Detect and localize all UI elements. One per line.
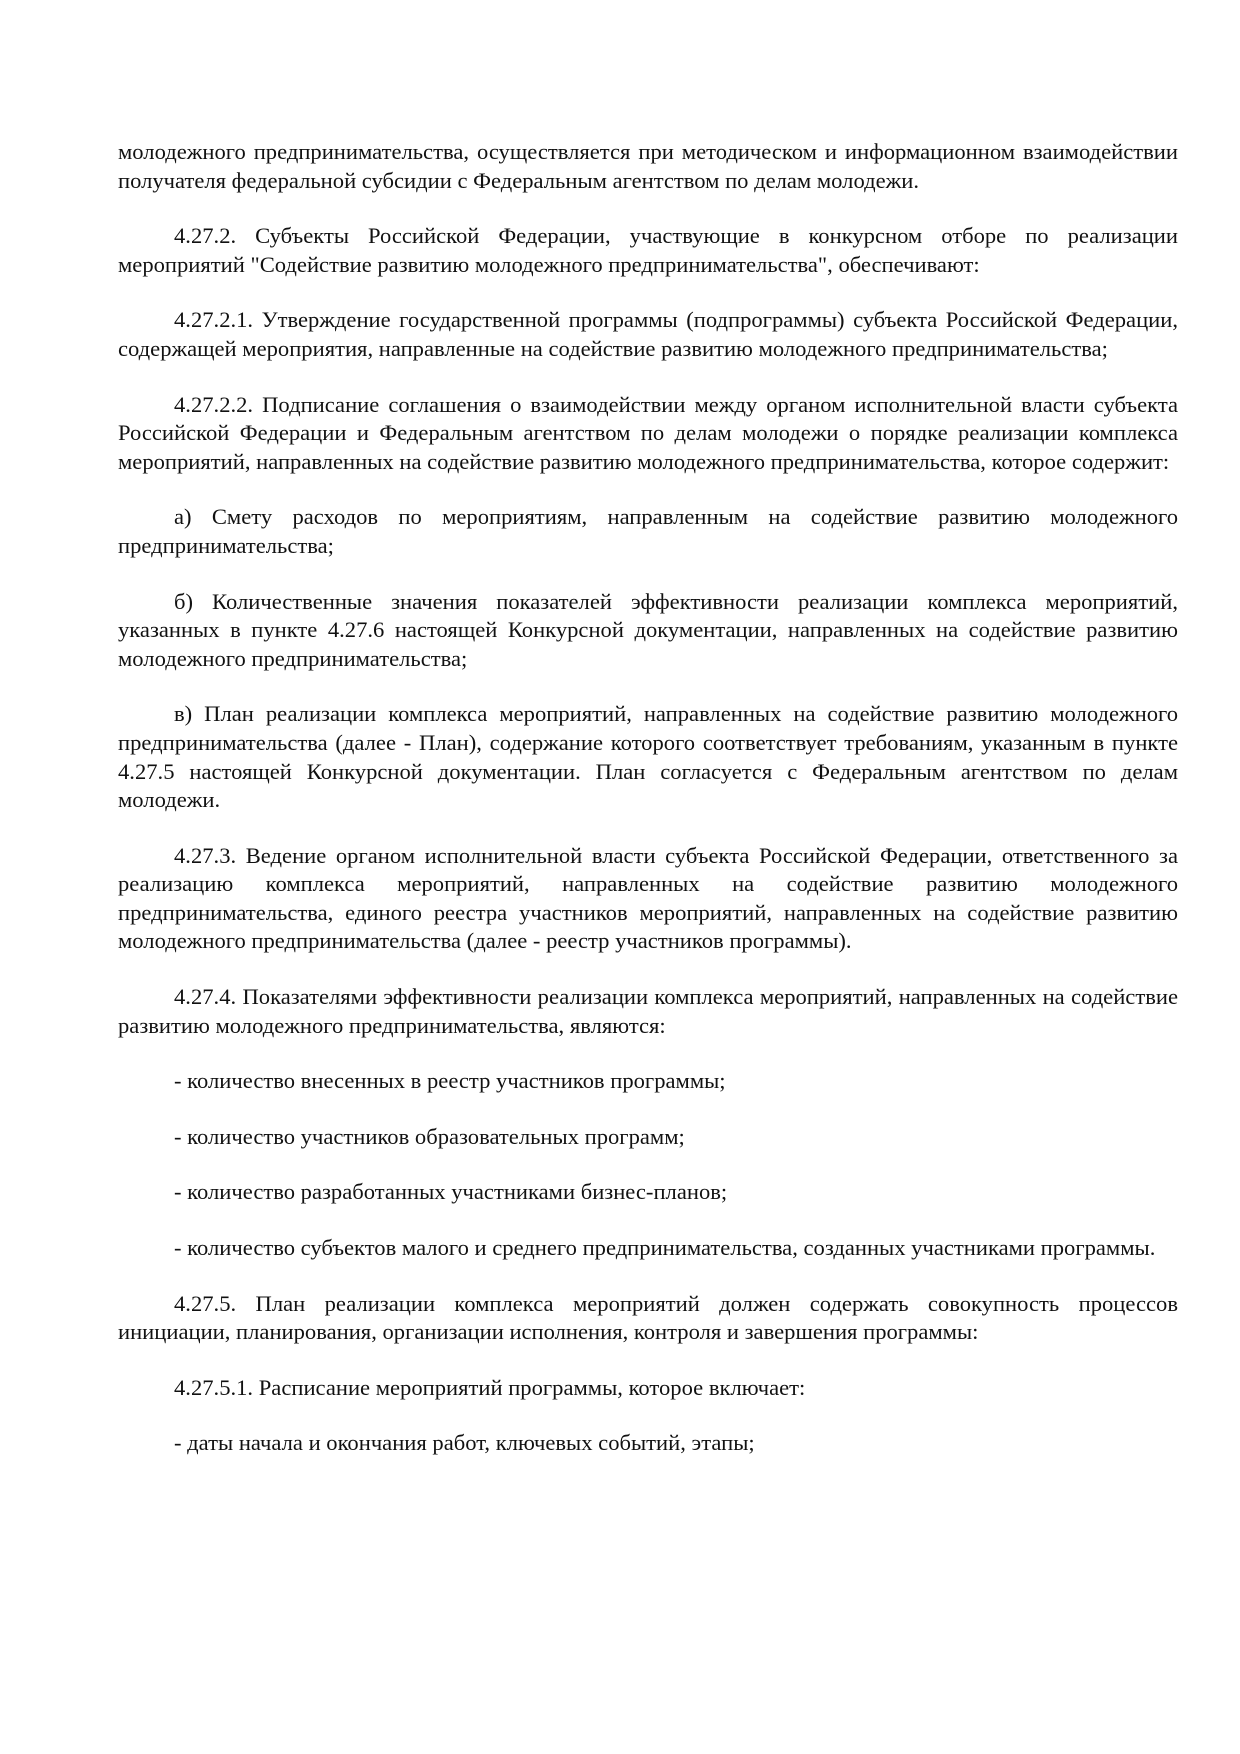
paragraph-4-27-3: 4.27.3. Ведение органом исполнительной власти субъекта Российской Федерации, ответственного за реализацию комплекса мероприятий, направленных на содействие развитию молодежного предпринимательства, единого реестра участников мероприятий, направленных на содействие развитию молодежного предпринимательства (далее - реестр участников программы). — [118, 842, 1178, 954]
list-item-education-participants: - количество участников образовательных программ; — [174, 1123, 685, 1149]
paragraph-4-27-5: 4.27.5. План реализации комплекса мероприятий должен содержать совокупность процессов инициации, планирования, организации исполнения, контроля и завершения программы: — [118, 1290, 1178, 1345]
paragraph-4-27-2: 4.27.2. Субъекты Российской Федерации, участвующие в конкурсном отборе по реализации мероприятий "Содействие развитию молодежного предпринимательства", обеспечивают: — [118, 223, 1178, 277]
paragraph-item-v: в) План реализации комплекса мероприятий, направленных на содействие развитию молодежного предпринимательства (далее - План), содержание которого соответствует требованиям, указанным в пункте 4.27.5 настоящей Конкурсной документации. План согласуется с Федеральным агентством по делам молодежи. — [118, 701, 1178, 813]
list-item-business-plans: - количество разработанных участниками бизнес-планов; — [174, 1179, 728, 1205]
document-page — [118, 138, 1178, 1485]
paragraph-4-27-5-1: 4.27.5.1. Расписание мероприятий программы, которое включает: — [174, 1374, 806, 1400]
paragraph-4-27-2-2: 4.27.2.2. Подписание соглашения о взаимодействии между органом исполнительной власти субъекта Российской Федерации и Федеральным агентством по делам молодежи о порядке реализации комплекса мероприятий, направленных на содействие развитию молодежного предпринимательства, которое содержит: — [118, 391, 1178, 474]
list-item-registry-count: - количество внесенных в реестр участников программы; — [174, 1068, 726, 1094]
paragraph-item-b: б) Количественные значения показателей эффективности реализации комплекса мероприятий, указанных в пункте 4.27.6 настоящей Конкурсной документации, направленных на содействие развитию молодежного предпринимательства; — [118, 588, 1178, 671]
paragraph-4-27-2-1: 4.27.2.1. Утверждение государственной программы (подпрограммы) субъекта Российской Федерации, содержащей мероприятия, направленные на содействие развитию молодежного предпринимательства; — [118, 307, 1178, 361]
paragraph-continued: молодежного предпринимательства, осуществляется при методическом и информационном взаимодействии получателя федеральной субсидии с Федеральным агентством по делам молодежи. — [118, 139, 1178, 193]
list-item-sme-created: - количество субъектов малого и среднего предпринимательства, созданных участниками программы. — [174, 1235, 1156, 1261]
paragraph-item-a: а) Смету расходов по мероприятиям, направленным на содействие развитию молодежного предпринимательства; — [118, 504, 1178, 558]
list-item-dates: - даты начала и окончания работ, ключевых событий, этапы; — [174, 1430, 755, 1456]
paragraph-4-27-4: 4.27.4. Показателями эффективности реализации комплекса мероприятий, направленных на содействие развитию молодежного предпринимательства, являются: — [118, 984, 1178, 1038]
